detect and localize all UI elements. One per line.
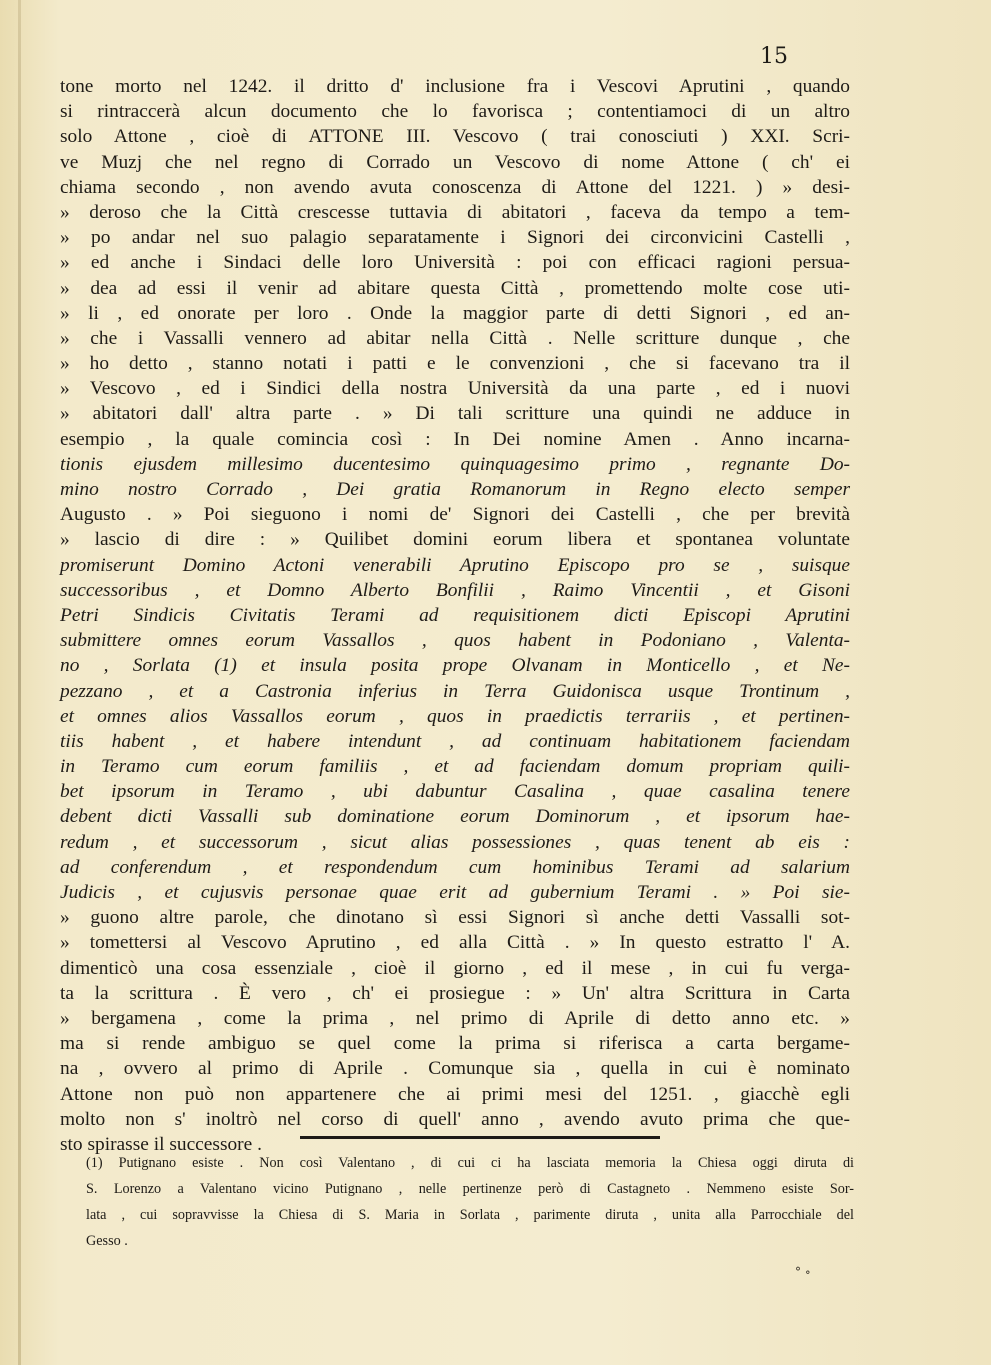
text-line: bet ipsorum in Teramo , ubi dabuntur Casalina , quae casalina tenere bbox=[60, 781, 850, 803]
text-line: dimenticò una cosa essenziale , cioè il giorno , ed il mese , in cui fu verga- bbox=[60, 957, 850, 979]
text-line: na , ovvero al primo di Aprile . Comunque sia , quella in cui è nominato bbox=[60, 1058, 850, 1080]
text-line: sto spirasse il successore . bbox=[60, 1133, 262, 1155]
text-line: solo Attone , cioè di ATTONE III. Vescovo ( trai conosciuti ) XXI. Scri- bbox=[60, 126, 850, 148]
text-line: » tomettersi al Vescovo Aprutino , ed alla Città . » In questo estratto l' A. bbox=[60, 932, 850, 954]
text-line: » guono altre parole, che dinotano sì essi Signori sì anche detti Vassalli sot- bbox=[60, 907, 850, 929]
text-line: successoribus , et Domno Alberto Bonfilii , Raimo Vincentii , et Gisoni bbox=[60, 579, 850, 601]
text-line: » che i Vassalli vennero ad abitar nella Città . Nelle scritture dunque , che bbox=[60, 327, 850, 349]
footnote-line: Gesso . bbox=[86, 1233, 128, 1249]
text-line: ad conferendum , et respondendum cum hominibus Terami ad salarium bbox=[60, 856, 850, 878]
text-line: » bergamena , come la prima , nel primo di Aprile di detto anno etc. » bbox=[60, 1007, 850, 1029]
text-line: » abitatori dall' altra parte . » Di tali scritture una quindi ne adduce in bbox=[60, 403, 850, 425]
text-line: » deroso che la Città crescesse tuttavia di abitatori , faceva da tempo a tem- bbox=[60, 201, 850, 223]
text-line: tionis ejusdem millesimo ducentesimo quinquagesimo primo , regnante Do- bbox=[60, 453, 850, 475]
text-line: mino nostro Corrado , Dei gratia Romanorum in Regno electo semper bbox=[60, 479, 850, 500]
footnote-line: lata , cui sopravvisse la Chiesa di S. Maria in Sorlata , parimente diruta , unita alla Parrocchiale del bbox=[86, 1207, 854, 1223]
text-line: Attone non può non appartenere che ai primi mesi del 1251. , giacchè egli bbox=[60, 1083, 850, 1105]
text-line: chiama secondo , non avendo avuta conoscenza di Attone del 1221. ) » desi- bbox=[60, 176, 850, 198]
text-line: » po andar nel suo palagio separatamente i Signori dei circonvicini Castelli , bbox=[60, 227, 850, 249]
page-number: 15 bbox=[760, 44, 788, 69]
text-line: ma si rende ambiguo se quel come la prima si riferisca a carta bergame- bbox=[60, 1033, 850, 1055]
text-line: si rintraccerà alcun documento che lo favorisca ; contentiamoci di un altro bbox=[60, 101, 850, 123]
text-line: debent dicti Vassalli sub dominatione eorum Dominorum , et ipsorum hae- bbox=[60, 806, 850, 828]
footnote-rule bbox=[300, 1136, 660, 1139]
text-line: » Vescovo , ed i Sindici della nostra Università da una parte , ed i nuovi bbox=[60, 378, 850, 400]
text-line: ve Muzj che nel regno di Corrado un Vescovo di nome Attone ( ch' ei bbox=[60, 151, 850, 173]
printer-mark: ° ∘ bbox=[795, 1265, 811, 1279]
text-line: ta la scrittura . È vero , ch' ei prosiegue : » Un' altra Scrittura in Carta bbox=[60, 982, 850, 1004]
text-line: Judicis , et cujusvis personae quae erit ad gubernium Terami . » Poi sie- bbox=[60, 882, 850, 903]
text-line: » ho detto , stanno notati i patti e le convenzioni , che si facevano tra il bbox=[60, 353, 850, 375]
text-line: tiis habent , et habere intendunt , ad continuam habitationem faciendam bbox=[60, 730, 850, 752]
text-line: in Teramo cum eorum familiis , et ad faciendam domum propriam quili- bbox=[60, 756, 850, 778]
text-line: esempio , la quale comincia così : In Dei nomine Amen . Anno incarna- bbox=[60, 428, 850, 450]
text-line: et omnes alios Vassallos eorum , quos in praedictis terrariis , et pertinen- bbox=[60, 705, 850, 727]
text-line: » li , ed onorate per loro . Onde la maggior parte di detti Signori , ed an- bbox=[60, 302, 850, 324]
text-line: submittere omnes eorum Vassallos , quos habent in Podoniano , Valenta- bbox=[60, 630, 850, 652]
footnote bbox=[86, 1150, 854, 1254]
text-line: » dea ad essi il venir ad abitare questa Città , promettendo molte cose uti- bbox=[60, 277, 850, 299]
text-line: redum , et successorum , sicut alias possessiones , quas tenent ab eis : bbox=[60, 831, 850, 853]
text-line: » ed anche i Sindaci delle loro Università : poi con efficaci ragioni persua- bbox=[60, 252, 850, 274]
text-line: promiserunt Domino Actoni venerabili Aprutino Episcopo pro se , suisque bbox=[60, 554, 850, 576]
footnote-line: S. Lorenzo a Valentano vicino Putignano , nelle pertinenze però di Castagneto . Nemmeno esiste Sor- bbox=[86, 1181, 854, 1197]
main-text bbox=[60, 74, 850, 1157]
text-line: no , Sorlata (1) et insula posita prope Olvanam in Monticello , et Ne- bbox=[60, 655, 850, 677]
page-binding-edge bbox=[18, 0, 21, 1365]
text-line: Augusto . » Poi sieguono i nomi de' Signori dei Castelli , che per brevità bbox=[60, 504, 850, 526]
text-line: » lascio di dire : » Quilibet domini eorum libera et spontanea voluntate bbox=[60, 529, 850, 551]
text-line: tone morto nel 1242. il dritto d' inclusione fra i Vescovi Aprutini , quando bbox=[60, 76, 850, 97]
text-line: pezzano , et a Castronia inferius in Terra Guidonisca usque Trontinum , bbox=[60, 680, 850, 702]
text-line: Petri Sindicis Civitatis Terami ad requisitionem dicti Episcopi Aprutini bbox=[60, 604, 850, 626]
text-line: molto non s' inoltrò nel corso di quell' anno , avendo avuto prima che que- bbox=[60, 1108, 850, 1130]
footnote-line: (1) Putignano esiste . Non così Valentano , di cui ci ha lasciata memoria la Chiesa oggi diruta di bbox=[86, 1155, 854, 1171]
